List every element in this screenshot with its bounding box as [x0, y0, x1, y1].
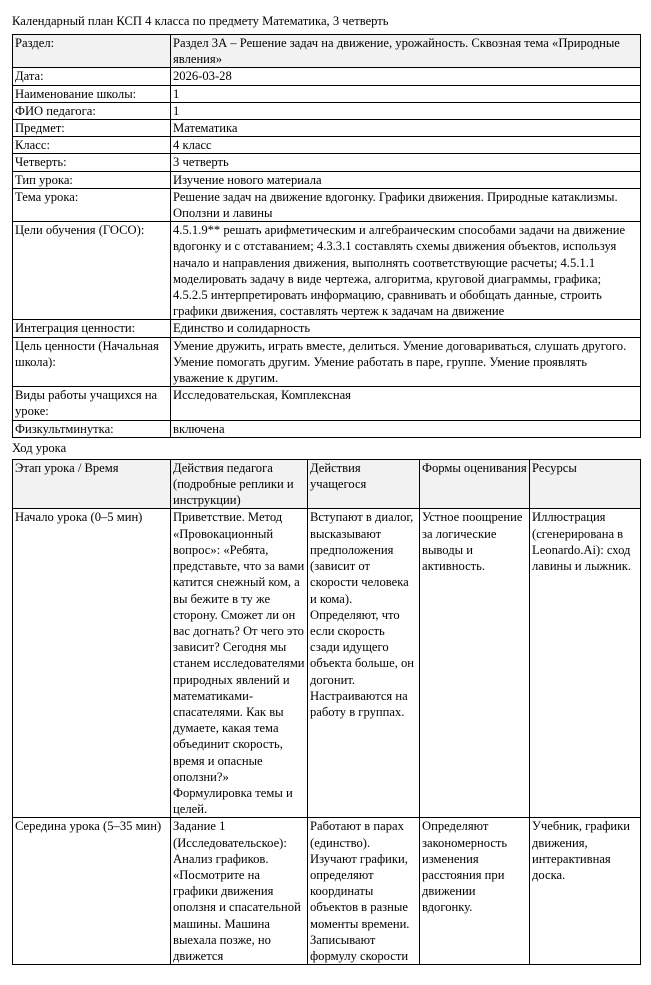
- info-row: [13, 102, 641, 119]
- lesson-flow-title: Ход урока: [12, 440, 67, 455]
- flow-cell-assessment: Устное поощрение за логические выводы и активность.: [420, 509, 530, 818]
- info-value: 4 класс: [171, 137, 641, 154]
- info-row: [13, 420, 641, 437]
- flow-column-header: Ресурсы: [530, 459, 641, 509]
- info-label: Виды работы учащихся на уроке:: [13, 387, 171, 420]
- flow-cell-assessment: Определяют закономерность изменения расстояния при движении вдогонку.: [420, 818, 530, 965]
- info-value: 4.5.1.9** решать арифметическим и алгебраическим способами задачи на движение вдогонку и с отставанием; 4.3.3.1 составлять схемы движения объектов, используя начало и направления движения, выполнять соответствующие расчеты; 4.5.1.1 моделировать задачу в виде чертежа, алгоритма, круговой диаграммы, графика; 4.5.2.5 интерпретировать информацию, сравнивать и обобщать данные, строить графики движения, составлять чертеж к задачам на движение: [171, 222, 641, 320]
- info-row: [13, 35, 641, 68]
- info-value: Раздел 3А – Решение задач на движение, урожайность. Сквозная тема «Природные явления»: [171, 35, 641, 68]
- document-title: Календарный план КСП 4 класса по предмету Математика, 3 четверть: [12, 14, 389, 28]
- info-row: [13, 188, 641, 221]
- info-label: Раздел:: [13, 35, 171, 68]
- info-value: Исследовательская, Комплексная: [171, 387, 641, 420]
- info-row: [13, 68, 641, 85]
- info-value: 1: [171, 102, 641, 119]
- info-value: Умение дружить, играть вместе, делиться. Умение договариваться, слушать другого. Умение помогать другим. Умение работать в паре, группе. Умение проявлять уважение к другим.: [171, 337, 641, 387]
- info-value: включена: [171, 420, 641, 437]
- info-row: [13, 387, 641, 420]
- info-row: [13, 154, 641, 171]
- info-label: Интеграция ценности:: [13, 320, 171, 337]
- info-label: Дата:: [13, 68, 171, 85]
- info-value: Решение задач на движение вдогонку. Графики движения. Природные катаклизмы. Оползни и лавины: [171, 188, 641, 221]
- info-label: Цели обучения (ГОСО):: [13, 222, 171, 320]
- info-row: [13, 171, 641, 188]
- info-value: 3 четверть: [171, 154, 641, 171]
- flow-header-row: [13, 459, 641, 509]
- info-label: ФИО педагога:: [13, 102, 171, 119]
- info-label: Тема урока:: [13, 188, 171, 221]
- info-row: [13, 222, 641, 320]
- flow-cell-teacher: Приветствие. Метод «Провокационный вопрос»: «Ребята, представьте, что за вами катится снежный ком, а вы бежите в ту же сторону. Сможет ли он вас догнать? От чего это зависит? Сегодня мы станем исследователями природных явлений и математиками-спасателями. Как вы думаете, какая тема объединит скорость, время и опасные оползни?» Формулировка темы и целей.: [171, 509, 308, 818]
- info-row: [13, 85, 641, 102]
- info-value: Математика: [171, 120, 641, 137]
- info-label: Четверть:: [13, 154, 171, 171]
- info-row: [13, 137, 641, 154]
- flow-row: [13, 509, 641, 818]
- info-row: [13, 320, 641, 337]
- flow-column-header: Формы оценивания: [420, 459, 530, 509]
- flow-column-header: Этап урока / Время: [13, 459, 171, 509]
- info-value: 2026-03-28: [171, 68, 641, 85]
- flow-cell-stage: Начало урока (0–5 мин): [13, 509, 171, 818]
- flow-column-header: Действия учащегося: [308, 459, 420, 509]
- info-row: [13, 337, 641, 387]
- flow-row: [13, 818, 641, 965]
- info-label: Класс:: [13, 137, 171, 154]
- flow-cell-stage: Середина урока (5–35 мин): [13, 818, 171, 965]
- info-label: Тип урока:: [13, 171, 171, 188]
- info-label: Цель ценности (Начальная школа):: [13, 337, 171, 387]
- info-label: Наименование школы:: [13, 85, 171, 102]
- info-value: Единство и солидарность: [171, 320, 641, 337]
- flow-cell-resources: Иллюстрация (сгенерирована в Leonardo.Ai): сход лавины и лыжник.: [530, 509, 641, 818]
- info-value: Изучение нового материала: [171, 171, 641, 188]
- document-page: [12, 12, 640, 965]
- lesson-info-table: [12, 34, 641, 438]
- flow-cell-student: Вступают в диалог, высказывают предположения (зависит от скорости человека и кома). Определяют, что если скорость сзади идущего объекта больше, он догонит. Настраиваются на работу в группах.: [308, 509, 420, 818]
- flow-cell-resources: Учебник, графики движения, интерактивная доска.: [530, 818, 641, 965]
- flow-cell-student: Работают в парах (единство). Изучают графики, определяют координаты объектов в разные моменты времени. Записывают формулу скорости: [308, 818, 420, 965]
- flow-column-header: Действия педагога (подробные реплики и инструкции): [171, 459, 308, 509]
- info-row: [13, 120, 641, 137]
- flow-cell-teacher: Задание 1 (Исследовательское): Анализ графиков. «Посмотрите на графики движения оползня и спасательной машины. Машина выехала позже, но движется: [171, 818, 308, 965]
- info-label: Физкультминутка:: [13, 420, 171, 437]
- lesson-flow-table: [12, 459, 641, 965]
- info-label: Предмет:: [13, 120, 171, 137]
- info-value: 1: [171, 85, 641, 102]
